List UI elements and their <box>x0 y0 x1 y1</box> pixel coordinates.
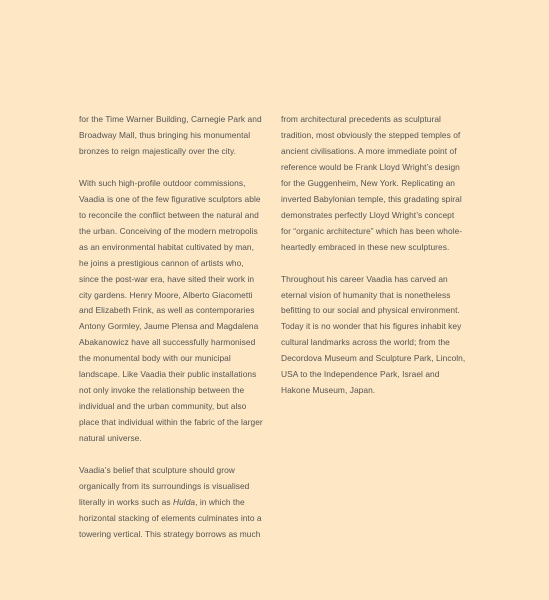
left-paragraph-3 <box>79 463 279 543</box>
text-line: individual and the urban community, but also <box>79 401 247 412</box>
text-line: to reconcile the conflict between the natural and <box>79 209 259 220</box>
text-line: Broadway Mall, thus bringing his monumental <box>79 129 251 140</box>
text-line: Vaadia’s belief that sculpture should grow <box>79 465 235 476</box>
text-line: city gardens. Henry Moore, Alberto Giacometti <box>79 289 253 300</box>
text-line: Antony Gormley, Jaume Plensa and Magdalena <box>79 321 259 332</box>
text-line: tradition, most obviously the stepped temples of <box>281 129 461 140</box>
text-line: Vaadia is one of the few figurative sculptors able <box>79 193 261 204</box>
text-line: Abakanowicz have all successfully harmonised <box>79 337 256 348</box>
text-line: Decordova Museum and Sculpture Park, Lincoln, <box>281 353 466 364</box>
text-line: eternal vision of humanity that is nonetheless <box>281 289 451 300</box>
text-line: With such high-profile outdoor commissions, <box>79 177 246 188</box>
text-line: heartedly embraced in these new sculptures. <box>281 241 450 252</box>
text-line: since the post-war era, have sited their work in <box>79 273 255 284</box>
text-line: for the Time Warner Building, Carnegie Park and <box>79 114 262 124</box>
text-line: and Elizabeth Frink, as well as contemporaries <box>79 305 255 316</box>
text-line: from architectural precedents as sculptural <box>281 114 441 124</box>
text-line: towering vertical. This strategy borrows as much <box>79 528 261 539</box>
text-line: landscape. Like Vaadia their public installations <box>79 369 257 380</box>
text-run: literally in works such as <box>79 496 173 507</box>
text-line: he joins a prestigious cannon of artists who, <box>79 257 244 268</box>
text-line: USA to the Independence Park, Israel and <box>281 369 440 380</box>
artwork-title: Hulda <box>172 496 196 507</box>
text-line: natural universe. <box>79 433 142 444</box>
text-line: befitting to our social and physical environment. <box>281 305 460 316</box>
text-line: the monumental body with our municipal <box>79 353 231 364</box>
text-line <box>79 495 279 511</box>
text-line: the urban. Conceiving of the modern metropolis <box>79 225 258 236</box>
text-line: reference would be Frank Lloyd Wright’s design <box>281 161 460 172</box>
left-paragraph-1 <box>79 112 279 160</box>
text-line: horizontal stacking of elements culminates into a <box>79 512 262 523</box>
text-line: inverted Babylonian temple, this gradating spiral <box>281 193 462 204</box>
text-line: Hakone Museum, Japan. <box>281 385 376 396</box>
text-line: as an environmental habitat cultivated by man, <box>79 241 255 252</box>
text-line: bronzes to reign majestically over the city. <box>79 145 237 156</box>
text-line: Today it is no wonder that his figures inhabit key <box>281 321 462 332</box>
text-line: Throughout his career Vaadia has carved an <box>281 273 448 284</box>
text-line: place that individual within the fabric of the larger <box>79 417 263 428</box>
right-text-column <box>281 112 481 415</box>
text-line: ancient civilisations. A more immediate point of <box>281 145 457 156</box>
text-line: not only invoke the relationship between the <box>79 385 245 396</box>
text-line: for “organic architecture” which has been whole- <box>281 225 463 236</box>
text-line: demonstrates perfectly Lloyd Wright’s concept <box>281 209 455 220</box>
text-line: for the Guggenheim, New York. Replicating an <box>281 177 455 188</box>
text-line: organically from its surroundings is visualised <box>79 481 250 492</box>
left-text-column <box>79 112 279 559</box>
text-line: cultural landmarks across the world; from the <box>281 337 450 348</box>
text-run: , in which the <box>195 496 245 507</box>
left-paragraph-2 <box>79 176 279 447</box>
right-paragraph-1 <box>281 112 481 256</box>
right-paragraph-2 <box>281 272 481 400</box>
